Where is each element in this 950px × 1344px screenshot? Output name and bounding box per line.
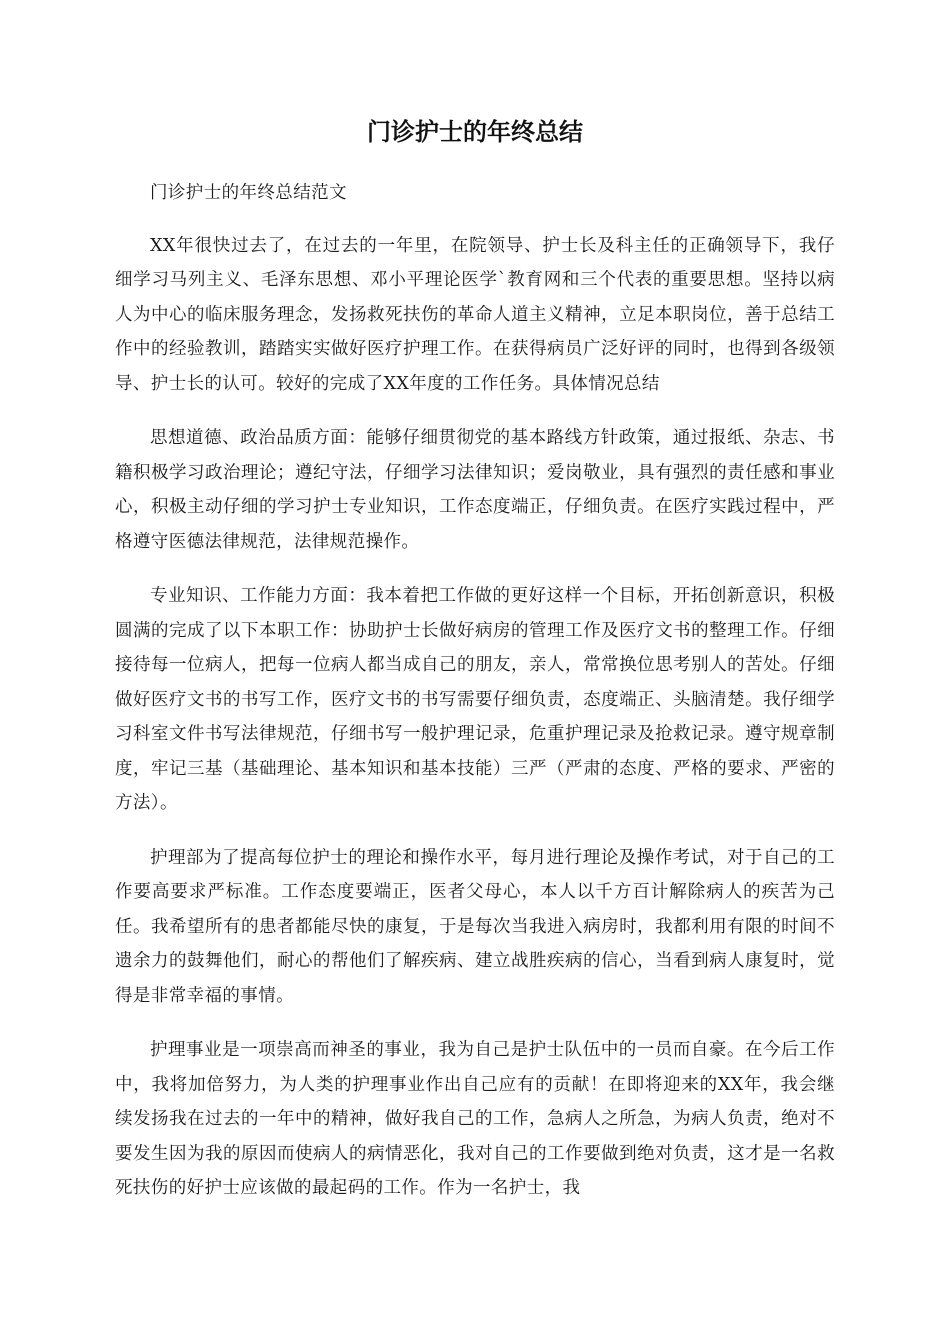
paragraph-professional: 专业知识、工作能力方面：我本着把工作做的更好这样一个目标，开拓创新意识，积极圆满的完成了以下本职工作：协助护士长做好病房的管理工作及医疗文书的整理工作。仔细接待每一位病人，把每一位病人都当成自己的朋友，亲人，常常换位思考别人的苦处。仔细做好医疗文书的书写工作，医疗文书的书写需要仔细负责，态度端正、头脑清楚。我仔细学习科室文件书写法律规范，仔细书写一般护理记录，危重护理记录及抢救记录。遵守规章制度，牢记三基（基础理论、基本知识和基本技能）三严（严肃的态度、严格的要求、严密的方法）。 (115, 586, 835, 813)
paragraph-nursing-career: 护理事业是一项崇高而神圣的事业，我为自己是护士队伍中的一员而自豪。在今后工作中，我将加倍努力，为人类的护理事业作出自己应有的贡献！在即将迎来的XX年，我会继续发扬我在过去的一年中的精神，做好我自己的工作，急病人之所急，为病人负责，绝对不要发生因为我的原因而使病人的病情恶化，我对自己的工作要做到绝对负责，这才是一名救死扶伤的好护士应该做的最起码的工作。作为一名护士，我 (115, 1040, 835, 1198)
paragraph-intro: XX年很快过去了，在过去的一年里，在院领导、护士长及科主任的正确领导下，我仔细学习马列主义、毛泽东思想、邓小平理论医学`教育网和三个代表的重要思想。坚持以病人为中心的临床服务理念，发扬救死扶伤的革命人道主义精神，立足本职岗位，善于总结工作中的经验教训，踏踏实实做好医疗护理工作。在获得病员广泛好评的同时，也得到各级领导、护士长的认可。较好的完成了XX年度的工作任务。具体情况总结 (115, 235, 835, 394)
document-subtitle: 门诊护士的年终总结范文 (150, 183, 347, 203)
document-title: 门诊护士的年终总结 (367, 118, 583, 146)
paragraph-nursing-department: 护理部为了提高每位护士的理论和操作水平，每月进行理论及操作考试，对于自己的工作要高要求严标准。工作态度要端正，医者父母心，本人以千方百计解除病人的疾苦为己任。我希望所有的患者都能尽快的康复，于是每次当我进入病房时，我都利用有限的时间不遗余力的鼓舞他们，耐心的帮他们了解疾病、建立战胜疾病的信心，当看到病人康复时，觉得是非常幸福的事情。 (115, 847, 835, 1006)
paragraph-ideology: 思想道德、政治品质方面：能够仔细贯彻党的基本路线方针政策，通过报纸、杂志、书籍积极学习政治理论；遵纪守法，仔细学习法律知识；爱岗敬业，具有强烈的责任感和事业心，积极主动仔细的学习护士专业知识，工作态度端正，仔细负责。在医疗实践过程中，严格遵守医德法律规范，法律规范操作。 (115, 428, 835, 552)
document-body (115, 176, 835, 1226)
